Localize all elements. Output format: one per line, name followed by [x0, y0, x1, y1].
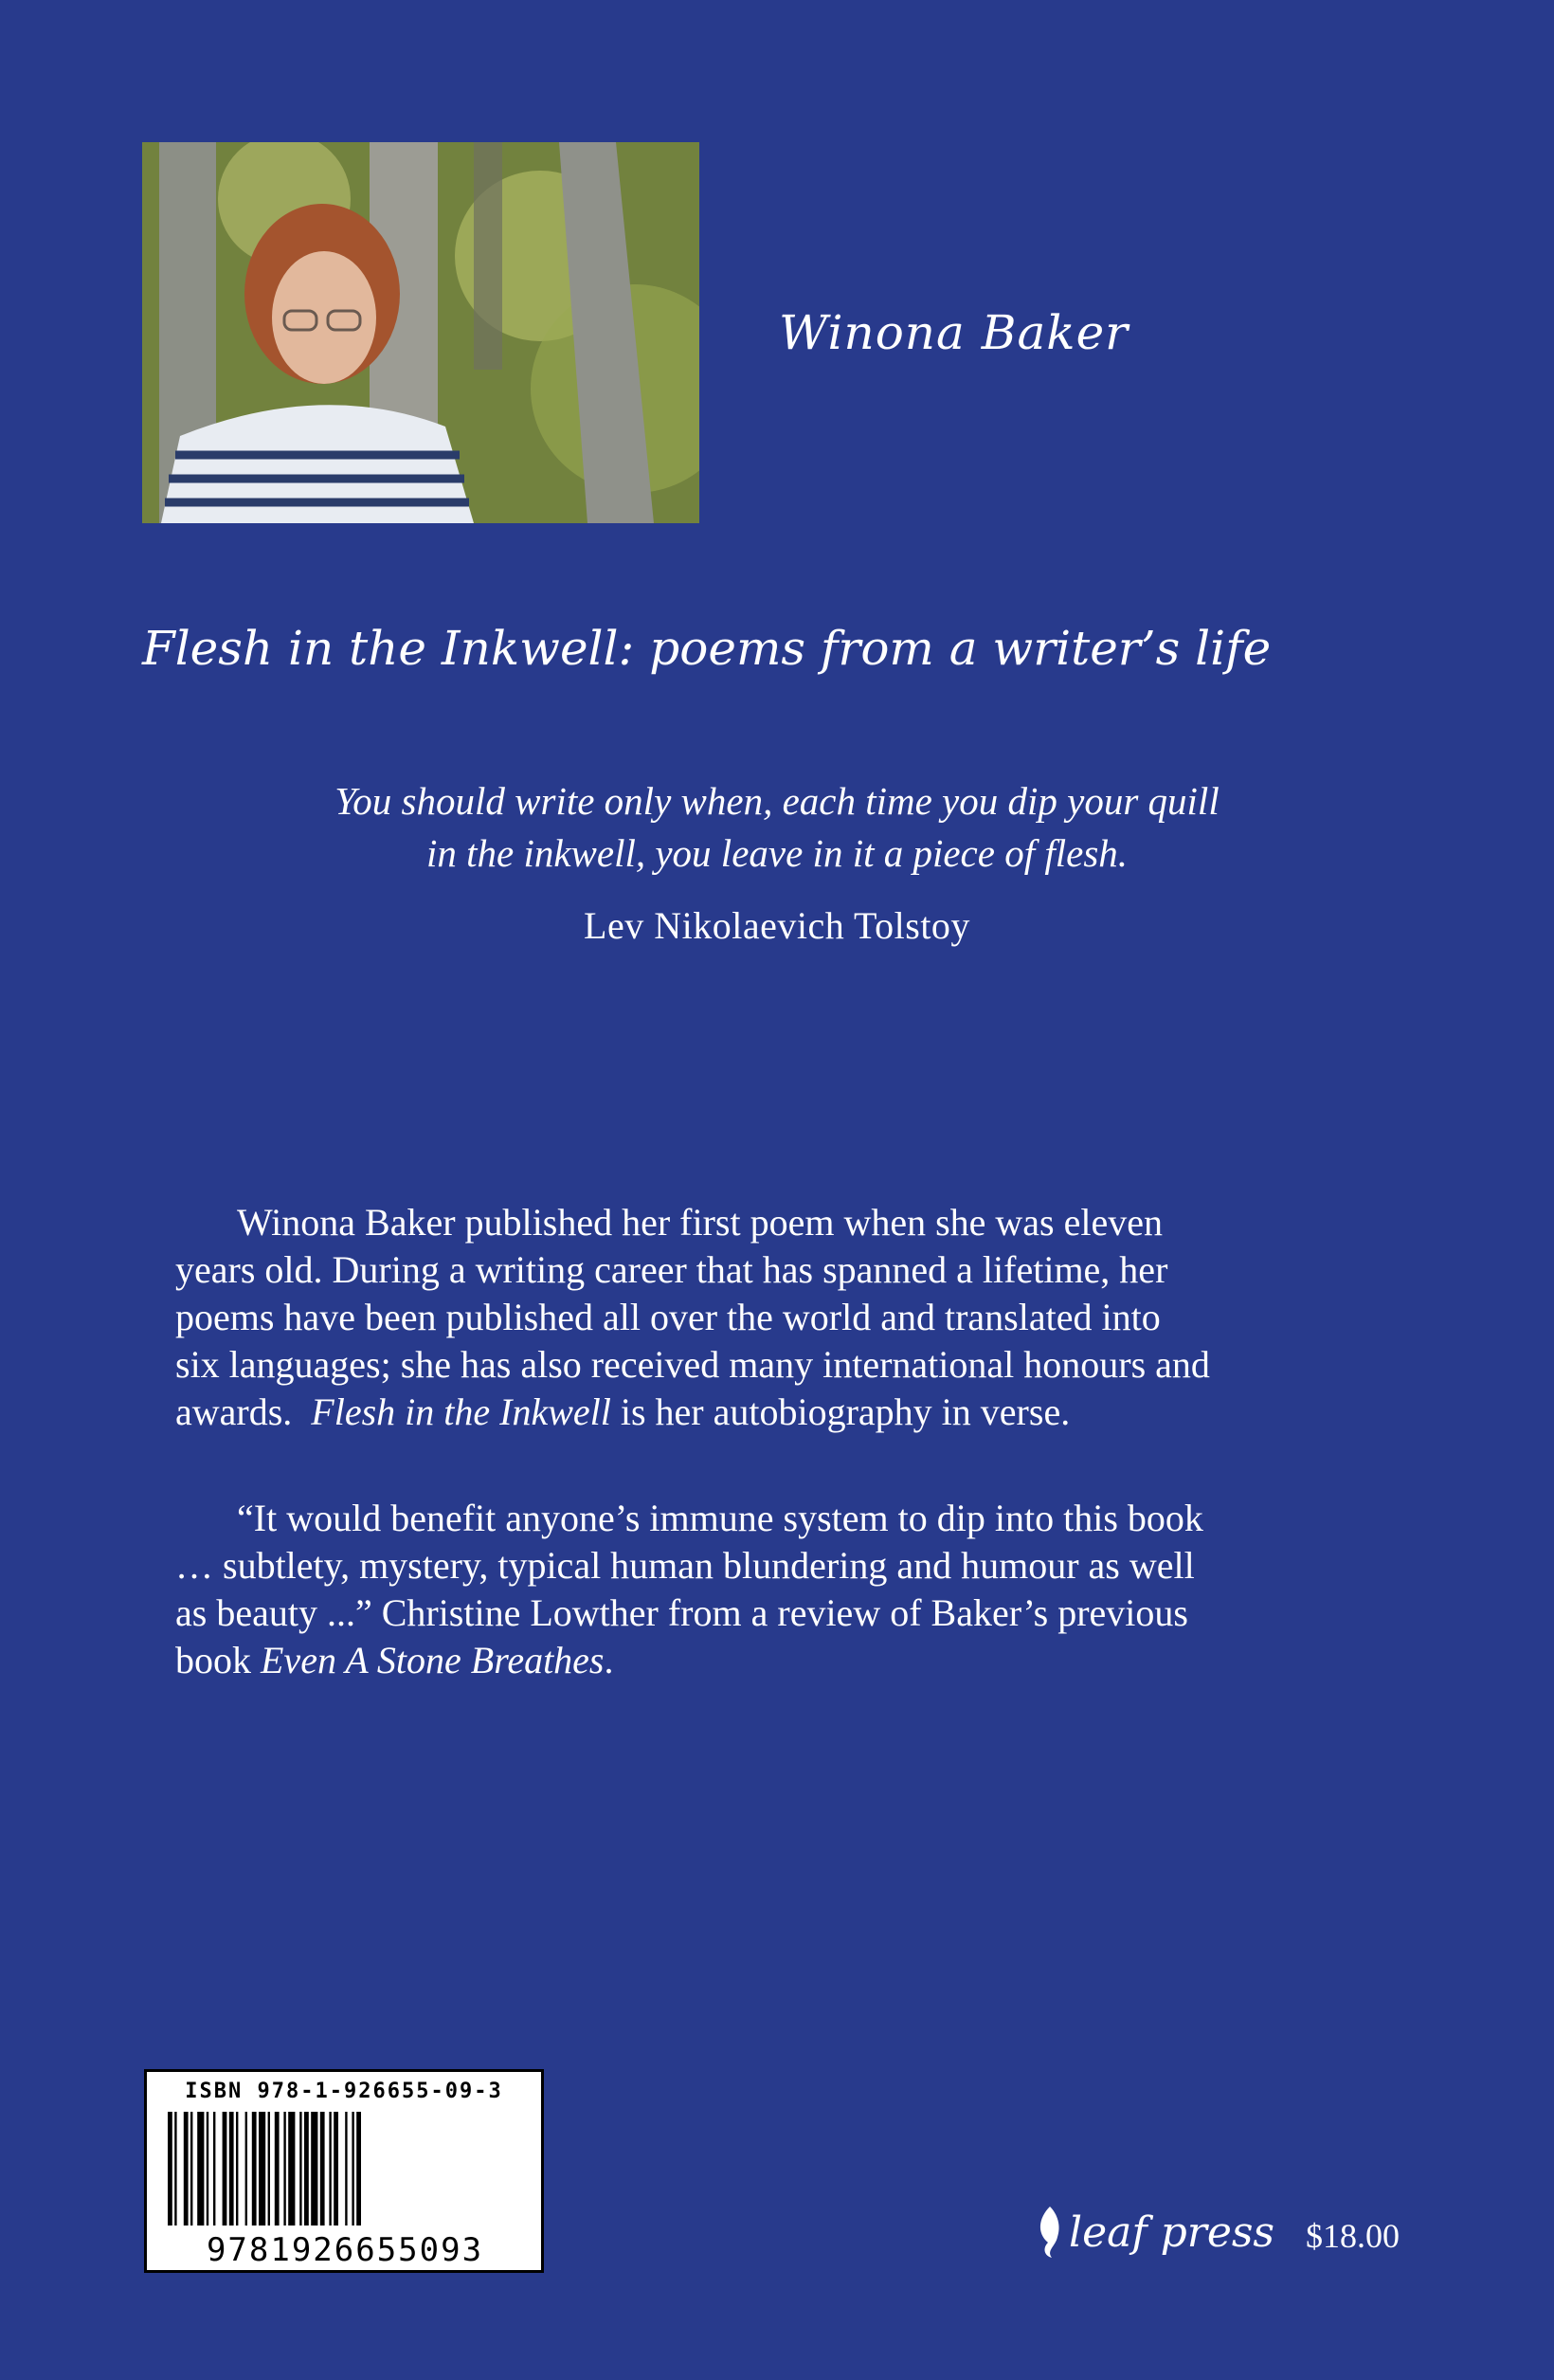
barcode-bar [213, 2112, 215, 2226]
bio-line: Winona Baker published her first poem when she was eleven [237, 1201, 1163, 1244]
review-text: book [175, 1639, 261, 1681]
barcode-digits: 9781926655093 [151, 2232, 539, 2268]
barcode-bar [275, 2112, 280, 2226]
isbn-label: ISBN 978-1-926655-09-3 [185, 2080, 503, 2103]
barcode-bar [174, 2112, 176, 2226]
isbn-barcode [144, 2069, 544, 2273]
bio-text: is her autobiography in verse. [610, 1390, 1071, 1433]
author-photo [142, 142, 699, 523]
barcode-bar [236, 2112, 238, 2226]
barcode-bar [334, 2112, 338, 2226]
leaf-icon [1035, 2205, 1063, 2260]
barcode-bar [320, 2112, 325, 2226]
bio-text: awards. [175, 1390, 312, 1433]
book-title-italic: Flesh in the Inkwell [311, 1390, 611, 1433]
epigraph [0, 775, 1554, 880]
barcode-bar [283, 2112, 285, 2226]
barcode-bar [245, 2112, 247, 2226]
review-line: “It would benefit anyone’s immune system to dip into this book [237, 1497, 1203, 1539]
bio-line [175, 1389, 1407, 1436]
barcode-bar [288, 2112, 295, 2226]
previous-book-title: Even A Stone Breathes [261, 1639, 605, 1681]
barcode-bar [352, 2112, 353, 2226]
review-quote [175, 1495, 1407, 1684]
epigraph-attribution: Lev Nikolaevich Tolstoy [584, 904, 970, 947]
barcode-bar [299, 2112, 301, 2226]
barcode-bar [207, 2112, 208, 2226]
barcode-bar [304, 2112, 309, 2226]
book-title: Flesh in the Inkwell: poems from a writer’s life [142, 621, 1272, 676]
review-line: … subtlety, mystery, typical human blundering and humour as well [175, 1544, 1195, 1587]
barcode-bars [168, 2112, 524, 2226]
barcode-bar [197, 2112, 204, 2226]
barcode-bar [345, 2112, 347, 2226]
bio-line: poems have been published all over the world and translated into [175, 1296, 1161, 1338]
barcode-bar [268, 2112, 270, 2226]
epigraph-line: in the inkwell, you leave in it a piece of flesh. [425, 831, 1129, 875]
price: $18.00 [1306, 2217, 1400, 2255]
review-line [175, 1637, 1407, 1684]
bio-line: six languages; she has also received many international honours and [175, 1343, 1210, 1386]
publisher-logo [1035, 2205, 1274, 2260]
publisher-name: leaf press [1069, 2207, 1275, 2257]
barcode-bar [311, 2112, 317, 2226]
barcode-bar [356, 2112, 361, 2226]
barcode-bar [184, 2112, 189, 2226]
barcode-bar [229, 2112, 234, 2226]
review-line: as beauty ...” Christine Lowther from a review of Baker’s previous [175, 1591, 1188, 1634]
barcode-bar [168, 2112, 172, 2226]
author-bio [175, 1199, 1407, 1436]
barcode-bar [329, 2112, 331, 2226]
barcode-bar [252, 2112, 257, 2226]
barcode-bar [223, 2112, 227, 2226]
epigraph-line: You should write only when, each time you dip your quill [334, 779, 1220, 823]
review-text: . [604, 1639, 614, 1681]
author-name: Winona Baker [779, 305, 1129, 360]
bio-line: years old. During a writing career that has spanned a lifetime, her [175, 1248, 1168, 1291]
barcode-bar [259, 2112, 265, 2226]
barcode-bar [190, 2112, 192, 2226]
